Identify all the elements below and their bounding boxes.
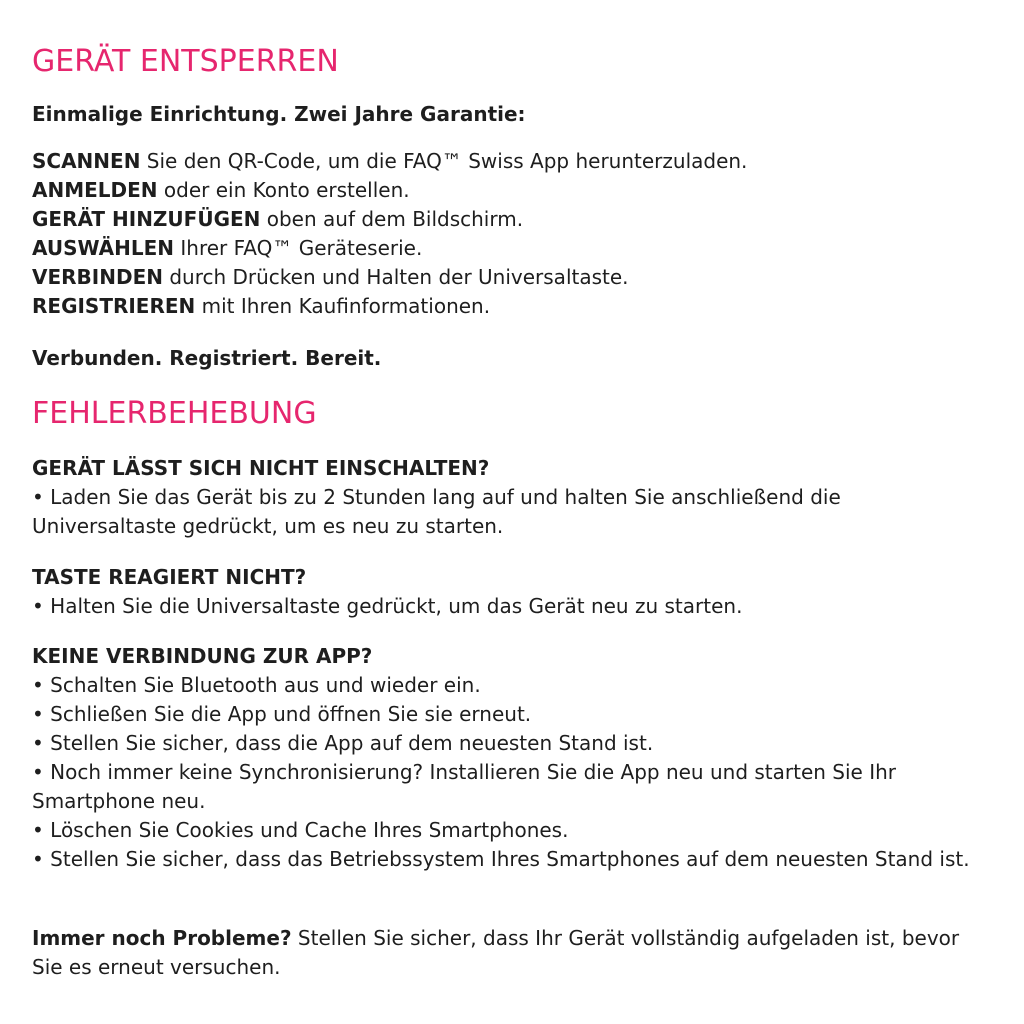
step-text: oben auf dem Bildschirm.	[260, 207, 524, 231]
final-note-lead: Immer noch Probleme?	[32, 926, 292, 950]
issue-button	[32, 563, 984, 621]
step-keyword: REGISTRIEREN	[32, 294, 196, 318]
issue-bullet: • Laden Sie das Gerät bis zu 2 Stunden lang auf und halten Sie anschließend die Universaltaste gedrückt, um es neu zu starten.	[32, 485, 841, 538]
step-keyword: VERBINDEN	[32, 265, 163, 289]
issue-bullet: • Stellen Sie sicher, dass das Betriebssystem Ihres Smartphones auf dem neuesten Stand ist.	[32, 847, 970, 871]
issue-bullet: • Schalten Sie Bluetooth aus und wieder ein.	[32, 673, 481, 697]
issue-bullet: • Stellen Sie sicher, dass die App auf dem neuesten Stand ist.	[32, 731, 654, 755]
step-text: oder ein Konto erstellen.	[157, 178, 410, 202]
step-item	[32, 176, 984, 205]
issue-bullet: • Noch immer keine Synchronisierung? Installieren Sie die App neu und starten Sie Ihr Smartphone neu.	[32, 760, 897, 813]
final-note	[32, 924, 984, 982]
final-note-text: Stellen Sie sicher, dass Ihr Gerät vollständig aufgeladen ist, bevor Sie es erneut versuchen.	[32, 926, 960, 979]
unlock-intro: Einmalige Einrichtung. Zwei Jahre Garantie:	[32, 102, 526, 126]
issue-bullet: • Löschen Sie Cookies und Cache Ihres Smartphones.	[32, 818, 569, 842]
step-item	[32, 147, 984, 176]
step-text: Ihrer FAQ™ Geräteserie.	[174, 236, 423, 260]
ready-line: Verbunden. Registriert. Bereit.	[32, 346, 382, 370]
issue-question: GERÄT LÄSST SICH NICHT EINSCHALTEN?	[32, 456, 490, 480]
issue-power	[32, 454, 984, 541]
step-keyword: GERÄT HINZUFÜGEN	[32, 207, 261, 231]
step-text: mit Ihren Kaufinformationen.	[195, 294, 491, 318]
step-keyword: ANMELDEN	[32, 178, 158, 202]
step-keyword: AUSWÄHLEN	[32, 236, 175, 260]
issue-bullet: • Halten Sie die Universaltaste gedrückt, um das Gerät neu zu starten.	[32, 594, 743, 618]
issue-question: TASTE REAGIERT NICHT?	[32, 565, 307, 589]
step-keyword: SCANNEN	[32, 149, 141, 173]
issue-question: KEINE VERBINDUNG ZUR APP?	[32, 644, 373, 668]
step-item	[32, 263, 984, 292]
unlock-heading: GERÄT ENTSPERREN	[32, 44, 339, 79]
step-item	[32, 234, 984, 263]
troubleshooting-heading: FEHLERBEHEBUNG	[32, 396, 317, 431]
step-text: durch Drücken und Halten der Universaltaste.	[162, 265, 629, 289]
issue-app-connection	[32, 642, 984, 874]
setup-steps	[32, 147, 984, 321]
step-item	[32, 205, 984, 234]
step-text: Sie den QR-Code, um die FAQ™ Swiss App herunterzuladen.	[140, 149, 748, 173]
issue-bullet: • Schließen Sie die App und öffnen Sie sie erneut.	[32, 702, 532, 726]
step-item	[32, 292, 984, 321]
